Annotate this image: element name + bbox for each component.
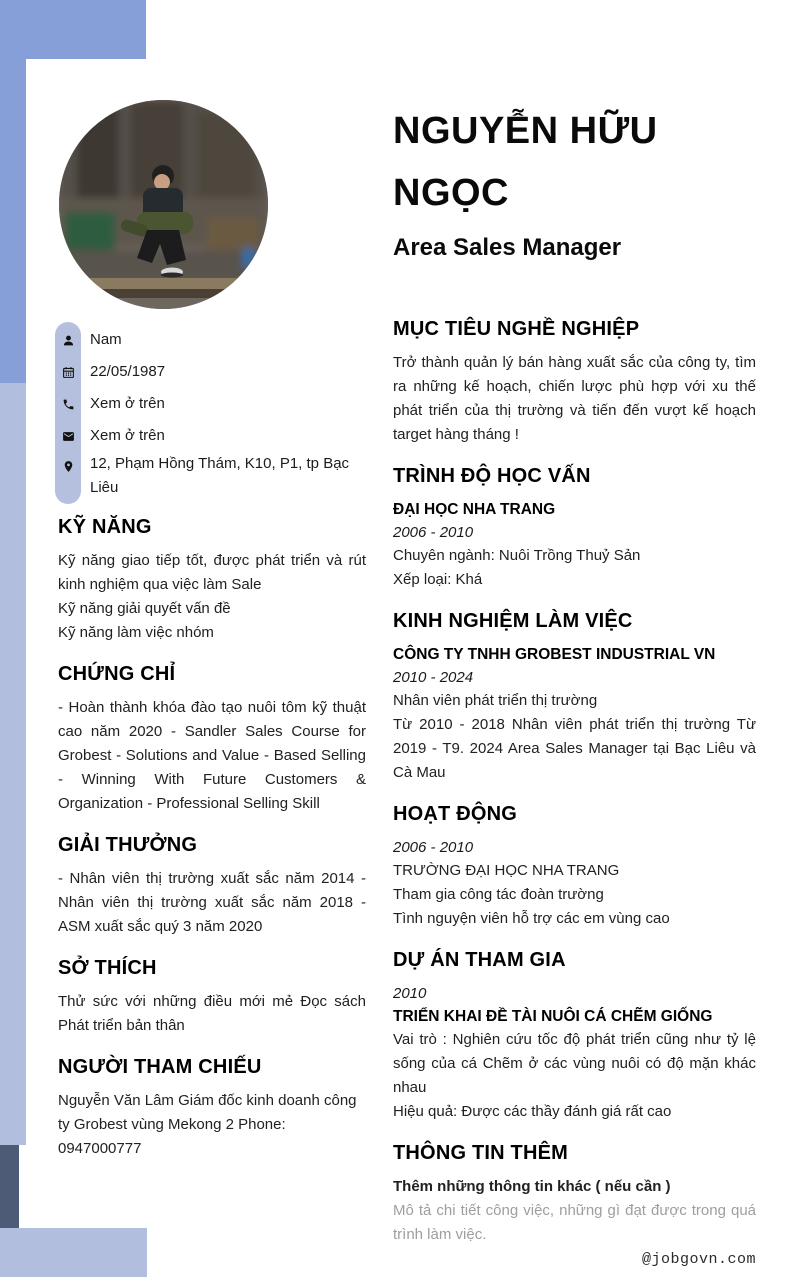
- additional-subtitle: Thêm những thông tin khác ( nếu cần ): [393, 1178, 671, 1195]
- watermark: @jobgovn.com: [641, 1251, 756, 1268]
- projects-heading: DỰ ÁN THAM GIA: [393, 949, 566, 971]
- section-certificates: [58, 663, 366, 816]
- location-icon: [55, 460, 81, 473]
- phone-value: Xem ở trên: [90, 395, 165, 412]
- education-grade: Xếp loại: Khá: [393, 571, 483, 588]
- education-period: 2006 - 2010: [393, 524, 474, 541]
- left-bar-lower: [0, 383, 26, 1145]
- experience-period: 2010 - 2024: [393, 669, 474, 686]
- project-name: TRIỂN KHAI ĐỀ TÀI NUÔI CÁ CHẼM GIỐNG: [393, 1008, 713, 1025]
- right-column: [393, 100, 756, 1247]
- activities-org: TRƯỜNG ĐẠI HỌC NHA TRANG: [393, 862, 620, 879]
- contact-row-email: [55, 420, 367, 452]
- hobbies-heading: SỞ THÍCH: [58, 957, 157, 979]
- contact-info: [55, 320, 367, 500]
- contact-row-phone: [55, 388, 367, 420]
- phone-icon: [55, 398, 81, 411]
- certificates-text: - Hoàn thành khóa đào tạo nuôi tôm kỹ thuật cao năm 2020 - Sandler Sales Course for Grobest - Solutions and Value - Based Selling - Winning With Future Customers & Organization - Professional Selling Skill: [58, 699, 366, 812]
- references-text: Nguyễn Văn Lâm Giám đốc kinh doanh công ty Grobest vùng Mekong 2 Phone: 0947000777: [58, 1092, 357, 1157]
- experience-role: Nhân viên phát triển thị trường: [393, 692, 598, 709]
- education-heading: TRÌNH ĐỘ HỌC VẤN: [393, 465, 591, 487]
- references-heading: NGƯỜI THAM CHIẾU: [58, 1056, 262, 1078]
- contact-row-birthday: [55, 356, 367, 388]
- section-additional-info: [393, 1142, 756, 1247]
- person-icon: [55, 334, 81, 347]
- left-column: [58, 516, 366, 1161]
- objective-heading: MỤC TIÊU NGHỀ NGHIỆP: [393, 318, 640, 340]
- certificates-heading: CHỨNG CHỈ: [58, 663, 176, 685]
- project-period: 2010: [393, 985, 427, 1002]
- address-value: 12, Phạm Hồng Thám, K10, P1, tp Bạc Liêu: [90, 455, 350, 496]
- hobbies-text: Thử sức với những điều mới mẻ Đọc sách Phát triển bản thân: [58, 993, 366, 1034]
- objective-text: Trở thành quản lý bán hàng xuất sắc của công ty, tìm ra những kế hoạch, chiến lược phù hợp với xu thế phát triển của thị trường và tiến đến vượt kế hoạch target hàng tháng !: [393, 354, 756, 443]
- experience-detail: Từ 2010 - 2018 Nhân viên phát triển thị trường Từ 2019 - T9. 2024 Area Sales Manager tại Bạc Liêu và Cà Mau: [393, 716, 756, 781]
- activities-period: 2006 - 2010: [393, 839, 474, 856]
- left-bar-upper: [0, 0, 26, 383]
- awards-text: - Nhân viên thị trường xuất sắc năm 2014 - Nhân viên thị trường xuất sắc năm 2018 - ASM xuất sắc quý 3 năm 2020: [58, 870, 366, 935]
- activities-line: Tình nguyện viên hỗ trợ các em vùng cao: [393, 910, 670, 927]
- activities-heading: HOẠT ĐỘNG: [393, 803, 518, 825]
- section-awards: [58, 834, 366, 939]
- additional-note: Mô tả chi tiết công việc, những gì đạt được trong quá trình làm việc.: [393, 1202, 756, 1243]
- section-activities: [393, 803, 756, 931]
- project-result: Hiệu quả: Được các thầy đánh giá rất cao: [393, 1103, 672, 1120]
- section-references: [58, 1056, 366, 1161]
- section-skills: [58, 516, 366, 645]
- additional-heading: THÔNG TIN THÊM: [393, 1142, 569, 1164]
- birthday-value: 22/05/1987: [90, 363, 166, 380]
- contact-row-address: [55, 452, 367, 500]
- section-projects: [393, 949, 756, 1124]
- contact-row-gender: [55, 324, 367, 356]
- skills-heading: KỸ NĂNG: [58, 516, 152, 538]
- skills-line: Kỹ năng làm việc nhóm: [58, 624, 214, 641]
- profile-photo-graphic: [59, 100, 268, 309]
- email-icon: [55, 430, 81, 443]
- experience-heading: KINH NGHIỆM LÀM VIỆC: [393, 610, 633, 632]
- left-bar-dark-segment: [0, 1145, 19, 1228]
- section-experience: [393, 610, 756, 785]
- calendar-icon: [55, 366, 81, 379]
- awards-heading: GIẢI THƯỞNG: [58, 834, 198, 856]
- education-major: Chuyên ngành: Nuôi Trồng Thuỷ Sản: [393, 547, 641, 564]
- experience-company: CÔNG TY TNHH GROBEST INDUSTRIAL VN: [393, 646, 716, 663]
- skills-line: Kỹ năng giao tiếp tốt, được phát triển và rút kinh nghiệm qua việc làm Sale: [58, 552, 366, 593]
- profile-photo: [59, 100, 268, 309]
- activities-line: Tham gia công tác đoàn trường: [393, 886, 604, 903]
- section-education: [393, 465, 756, 592]
- skills-line: Kỹ năng giải quyết vấn đề: [58, 600, 231, 617]
- education-school: ĐẠI HỌC NHA TRANG: [393, 501, 556, 518]
- candidate-name: NGUYỄN HỮU NGỌC: [393, 110, 658, 214]
- gender-value: Nam: [90, 331, 122, 348]
- project-role: Vai trò : Nghiên cứu tốc độ phát triển cũng như tỷ lệ sống của cá Chẽm ở các vùng nuôi có độ mặn khác nhau: [393, 1031, 756, 1096]
- email-value: Xem ở trên: [90, 427, 165, 444]
- job-title: Area Sales Manager: [393, 234, 622, 261]
- section-objective: [393, 318, 756, 447]
- corner-accent-bottom: [0, 1228, 147, 1277]
- section-hobbies: [58, 957, 366, 1038]
